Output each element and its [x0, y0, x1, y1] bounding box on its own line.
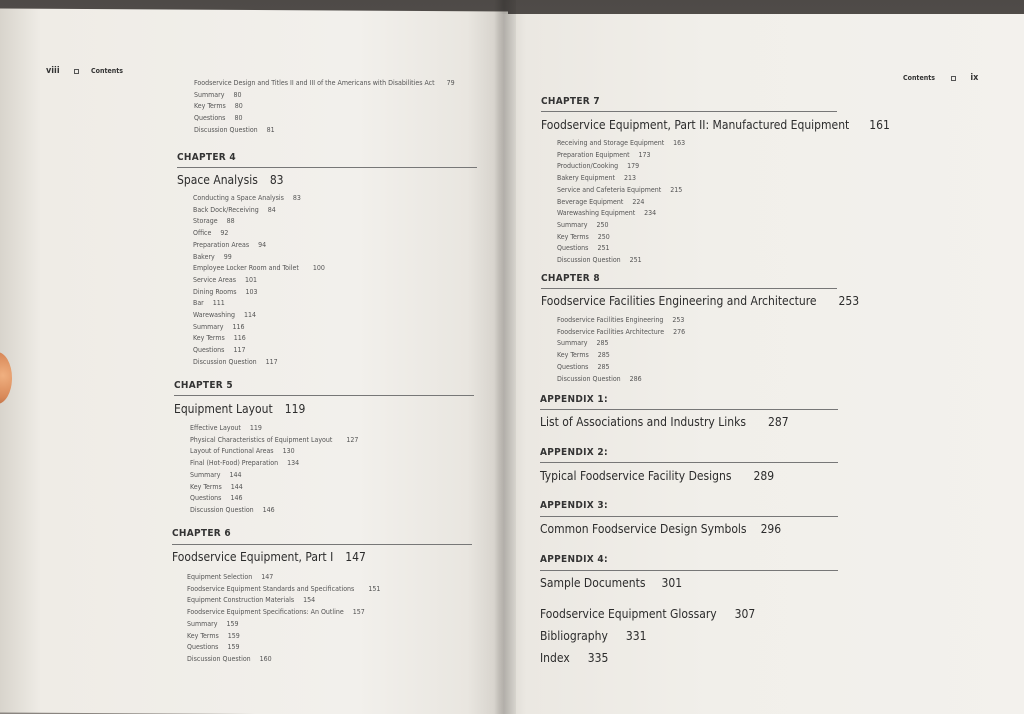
list-item: Layout of Functional Areas 130 [190, 447, 295, 456]
chapter-7-title: Foodservice Equipment, Part II: Manufactured Equipment 161 [541, 118, 890, 132]
appendix-1-title: List of Associations and Industry Links 287 [540, 415, 789, 429]
divider [540, 409, 838, 410]
chapter-5-title: Equipment Layout 119 [174, 402, 306, 416]
list-item: Dining Rooms 103 [193, 287, 258, 296]
list-item: Bakery 99 [193, 252, 232, 261]
list-item: Service Areas 101 [193, 275, 258, 284]
list-item: Production/Cooking 179 [557, 162, 640, 171]
divider [177, 167, 477, 168]
list-item: Questions 146 [190, 494, 243, 503]
list-item: Foodservice Design and Titles II and III of the Americans with Disabilities Act 79 [194, 79, 455, 87]
list-item: Warewashing 114 [193, 311, 257, 320]
list-item: Service and Cafeteria Equipment 215 [557, 185, 683, 194]
divider [540, 462, 838, 463]
right-running-head-label: Contents [903, 74, 935, 82]
right-folio: ix [970, 73, 979, 83]
divider [172, 544, 472, 545]
list-item: Employee Locker Room and Toilet 100 [193, 264, 325, 273]
list-item: Office 92 [193, 229, 229, 238]
chapter-5-label: CHAPTER 5 [174, 380, 233, 391]
list-item: Key Terms 116 [193, 334, 246, 343]
list-item: Discussion Question 286 [557, 374, 642, 383]
chapter-4-title: Space Analysis 83 [177, 173, 284, 187]
right-running-head [903, 73, 978, 83]
list-item: Bakery Equipment 213 [557, 174, 636, 183]
list-item: Questions 80 [194, 114, 243, 123]
list-item: Foodservice Facilities Engineering 253 [557, 316, 685, 324]
list-item: Questions 159 [187, 643, 240, 652]
list-item: Warewashing Equipment 234 [557, 209, 657, 218]
list-item: Conducting a Space Analysis 83 [193, 194, 301, 202]
list-item: Equipment Selection 147 [187, 573, 274, 581]
list-item: Discussion Question 160 [187, 654, 272, 663]
list-item: Physical Characteristics of Equipment Layout 127 [190, 435, 359, 444]
glossary-entry: Foodservice Equipment Glossary 307 [540, 607, 756, 621]
square-bullet-icon [951, 76, 956, 81]
list-item: Key Terms 144 [190, 482, 243, 491]
list-item: Key Terms 159 [187, 631, 240, 640]
appendix-2-label: APPENDIX 2: [540, 447, 608, 458]
chapter-4-label: CHAPTER 4 [177, 152, 236, 163]
list-item: Foodservice Facilities Architecture 276 [557, 327, 686, 336]
chapter-8-label: CHAPTER 8 [541, 273, 600, 284]
chapter-6-label: CHAPTER 6 [172, 528, 231, 539]
divider [540, 570, 838, 571]
list-item: Preparation Areas 94 [193, 240, 267, 249]
list-item: Discussion Question 251 [557, 256, 642, 265]
list-item: Beverage Equipment 224 [557, 197, 645, 206]
left-folio: viii [46, 66, 60, 76]
list-item: Storage 88 [193, 217, 235, 226]
list-item: Questions 285 [557, 362, 610, 371]
list-item: Summary 250 [557, 220, 609, 229]
list-item: Summary 285 [557, 339, 609, 348]
list-item: Summary 80 [194, 90, 242, 99]
chapter-4-items [193, 193, 325, 369]
appendix-2-title: Typical Foodservice Facility Designs 289 [540, 469, 775, 483]
chapter-7-items [557, 138, 685, 267]
appendix-4-label: APPENDIX 4: [540, 554, 608, 565]
carryover-list [194, 78, 455, 137]
square-bullet-icon [74, 69, 79, 74]
list-item: Questions 251 [557, 244, 610, 253]
list-item: Summary 144 [190, 470, 242, 479]
divider [174, 395, 474, 396]
book-gutter [494, 0, 516, 714]
list-item: Discussion Question 146 [190, 505, 275, 514]
bibliography-entry: Bibliography 331 [540, 629, 647, 643]
list-item: Back Dock/Receiving 84 [193, 205, 276, 214]
chapter-6-items [187, 572, 380, 666]
list-item: Summary 159 [187, 619, 239, 628]
list-item: Preparation Equipment 173 [557, 150, 651, 159]
divider [541, 111, 837, 112]
left-running-head [46, 66, 123, 76]
list-item: Equipment Construction Materials 154 [187, 596, 316, 605]
appendix-1-label: APPENDIX 1: [540, 394, 608, 405]
list-item: Questions 117 [193, 346, 246, 355]
list-item: Discussion Question 117 [193, 357, 278, 366]
list-item: Foodservice Equipment Standards and Specifications 151 [187, 584, 381, 593]
chapter-8-items [557, 315, 685, 385]
appendix-4-title: Sample Documents 301 [540, 576, 683, 590]
list-item: Key Terms 250 [557, 232, 610, 241]
divider [541, 288, 837, 289]
appendix-3-label: APPENDIX 3: [540, 500, 608, 511]
list-item: Key Terms 80 [194, 102, 243, 111]
list-item: Foodservice Equipment Specifications: An Outline 157 [187, 608, 365, 617]
chapter-5-items [190, 423, 358, 517]
list-item: Effective Layout 119 [190, 424, 262, 432]
list-item: Discussion Question 81 [194, 125, 275, 134]
list-item: Final (Hot-Food) Preparation 134 [190, 459, 300, 468]
index-entry: Index 335 [540, 651, 609, 665]
divider [540, 516, 838, 517]
list-item: Bar 111 [193, 299, 225, 308]
chapter-8-title: Foodservice Facilities Engineering and Architecture 253 [541, 294, 860, 308]
left-running-head-label: Contents [91, 67, 123, 75]
list-item: Summary 116 [193, 322, 245, 331]
list-item: Receiving and Storage Equipment 163 [557, 139, 686, 147]
chapter-6-title: Foodservice Equipment, Part I 147 [172, 550, 366, 564]
chapter-7-label: CHAPTER 7 [541, 96, 600, 107]
list-item: Key Terms 285 [557, 351, 610, 360]
appendix-3-title: Common Foodservice Design Symbols 296 [540, 522, 782, 536]
